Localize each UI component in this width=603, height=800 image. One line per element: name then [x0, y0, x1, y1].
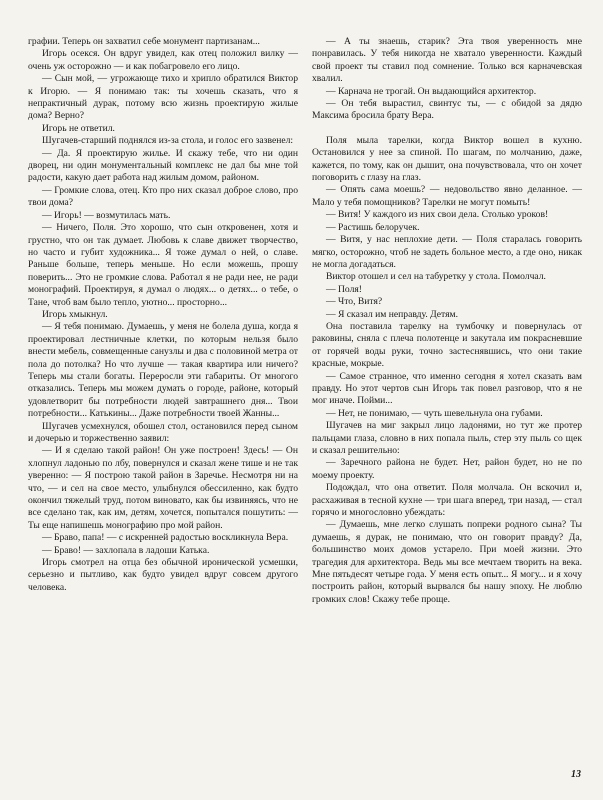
paragraph: — Думаешь, мне легко слушать попреки родного сына? Ты думаешь, я дурак, не понимаю, что он говорит правду? Да, большинство моих домов устарело. При моей жизни. Это трагедия для архитектора. Ведь мы все мечтаем творить на века. Мне пятьдесят четыре года. У меня есть опыт... Я могу... и я хочу построить район, который вырвался бы нашу эпоху. Не люблю громких слов! Скажу тебе проще.	[312, 519, 582, 605]
paragraph: — Браво! — захлопала в ладоши Катька.	[42, 544, 210, 556]
paragraph: — Витя! У каждого из них свои дела. Столько уроков!	[326, 209, 549, 221]
paragraph: — Я сказал им неправду. Детям.	[326, 308, 458, 320]
paragraph: Игорь осекся. Он вдруг увидел, как отец положил вилку — очень уж осторожно — и как побагровело его лицо.	[28, 48, 298, 72]
paragraph: — А ты знаешь, старик? Эта твоя уверенность мне понравилась. У тебя никогда не хватало уверенности. Каждый свой проект ты ставил под сомнение. Только вся карначевская хвалил.	[312, 36, 582, 85]
right-text-column	[312, 36, 582, 606]
paragraph: Шугачев усмехнулся, обошел стол, остановился перед сыном и дочерью и торжественно заявил:	[28, 420, 298, 444]
paragraph: — Громкие слова, отец. Кто про них сказал доброе слово, про твои дома?	[28, 184, 298, 209]
left-text-column	[28, 36, 298, 594]
paragraph: — И я сделаю такой район! Он уже построен! Здесь! — Он хлопнул ладонью по лбу, повернулся и сказал жене тише и не так уверенно: — Я построю такой район в Заречье. Несмотря ни на что, — и сел на свое место, улыбнулся обессиленно, как будто окончил тяжелый труд, потом виновато, как бы извиняясь, что не все сделано так, как им, детям, хочется, попытался пошутить: — Ты еще напишешь монографию про мой район.	[28, 445, 298, 531]
paragraph: Шугачев на миг закрыл лицо ладонями, но тут же протер пальцами глаза, словно в них попала пыль, стер эту пыль со щек и сказал решительно:	[312, 420, 582, 456]
paragraph: — Нет, не понимаю, — чуть шевельнула она губами.	[326, 407, 543, 419]
paragraph: графии. Теперь он захватил себе монумент партизанам...	[28, 36, 260, 47]
paragraph: — Я тебя понимаю. Думаешь, у меня не болела душа, когда я проектировал лестничные клетки, по которым нельзя было внести мебель, совмещенные санузлы и два с половиной метра от пола до потолка? Но что лучше — такая квартира или ничего? Теперь мы стали богаты. Переросли эти габариты. От многого отказались. Теперь мы можем думать о городе, районе, который удовлетворит бы потребности людей завтрашнего дня... Твои потребности... Катькины... Даже потребности твоей Жанны...	[28, 321, 298, 420]
paragraph: — Игорь! — возмутилась мать.	[42, 209, 171, 221]
paragraph: Подождал, что она ответит. Поля молчала. Он вскочил и, расхаживая в тесной кухне — три шага вперед, три назад, — стал горячо и многословно убеждать:	[312, 482, 582, 519]
paragraph: Игорь не ответил.	[42, 122, 115, 134]
paragraph: Она поставила тарелку на тумбочку и повернулась от раковины, сняла с плеча полотенце и закутала им покрасневшие от горячей воды руки, точно застеснявшись, что они такие красные, мокрые.	[312, 320, 582, 370]
paragraph: Шугачев-старший поднялся из-за стола, и голос его зазвенел:	[42, 135, 294, 147]
paragraph: — Заречного района не будет. Нет, район будет, но не по моему проекту.	[312, 457, 582, 481]
page-number: 13	[571, 769, 581, 780]
paragraph: — Браво, папа! — с искренней радостью воскликнула Вера.	[42, 532, 289, 544]
paragraph: — Он тебя вырастил, свинтус ты, — с обидой за дядю Максима бросила брату Вера.	[312, 98, 582, 122]
paragraph: — Карнача не трогай. Он выдающийся архитектор.	[326, 85, 537, 97]
paragraph: — Сын мой, — угрожающе тихо и хрипло обратился Виктор к Игорю. — Я понимаю так: ты хочешь сказать, что я непрактичный дурак, потому всю жизнь проектирую жилые дома? Верно?	[28, 73, 298, 122]
paragraph: — Да. Я проектирую жилье. И скажу тебе, что ни один дворец, ни один монументальный комплекс не дал бы мне той радости, какую дает работа над жилым домом, районом.	[28, 147, 298, 184]
paragraph: Игорь смотрел на отца без обычной иронической усмешки, серьезно и пытливо, как будто увидел вдруг совсем другого человека.	[28, 557, 298, 593]
paragraph: — Растишь белоручек.	[326, 221, 420, 233]
paragraph: — Что, Витя?	[326, 296, 383, 308]
paragraph: — Самое странное, что именно сегодня я хотел сказать вам правду. Но этот чертов сын Игорь так повел разговор, что я не мог иначе. Пойми...	[312, 370, 582, 407]
paragraph: Игорь хмыкнул.	[42, 308, 108, 320]
paragraph: Виктор отошел и сел на табуретку у стола. Помолчал.	[326, 271, 546, 283]
paragraph: — Витя, у нас неплохие дети. — Поля старалась говорить мягко, осторожно, чтоб не задеть больное место, а где оно, никак не могла догадаться.	[312, 234, 582, 270]
paragraph: — Ничего, Поля. Это хорошо, что сын откровенен, хотя и грустно, что он так думает. Любовь к славе движет творчество, но часто и губит художника... Я тоже думал о ней, о славе. Раньше больше, теперь меньше. Но если можешь, прошу поверить... Это не громкие слова. Работал я не ради нее, не ради монографий. Проектируя, я думал о людях... о детях... о тебе, о Тане, чтоб вам было тепло, уютно... просторно...	[28, 222, 298, 308]
paragraph: — Опять сама моешь? — недовольство явно деланное. — Мало у тебя помощников? Тарелки не могут помыть!	[312, 184, 582, 208]
paragraph: Поля мыла тарелки, когда Виктор вошел в кухню. Остановился у нее за спиной. По шагам, по молчанию, даже, кажется, по тому, как он дышит, она почувствовала, что он хочет поговорить с глазу на глаз.	[312, 134, 582, 184]
paragraph: — Поля!	[326, 283, 362, 295]
